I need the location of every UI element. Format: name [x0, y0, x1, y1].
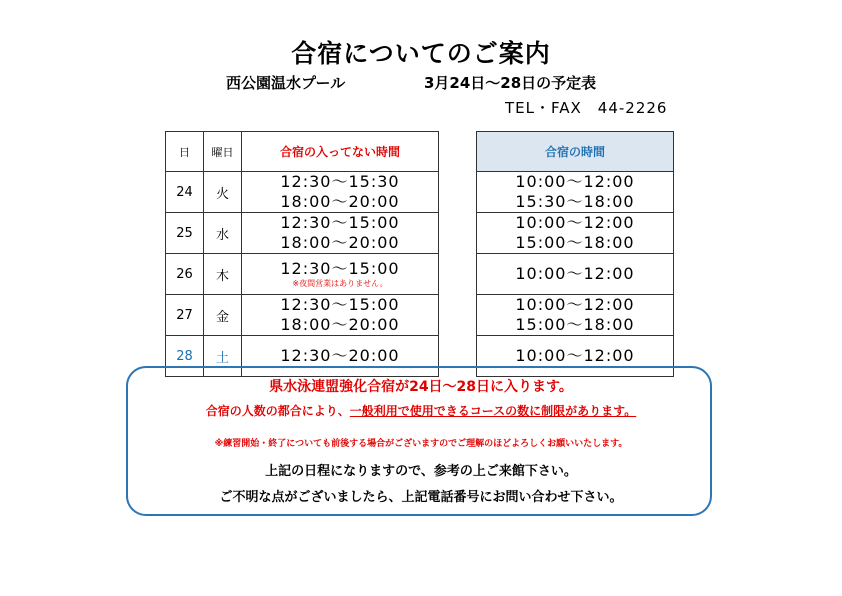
camp-cell	[477, 295, 674, 336]
schedule-label: 3月24日～28日の予定表	[424, 74, 597, 92]
notice-visit: 上記の日程になりますので、参考の上ご来館下さい。	[265, 464, 577, 479]
weekday-cell: 木	[204, 254, 242, 295]
camp-time: 15:00～18:00	[515, 315, 635, 334]
camp-time: 15:00～18:00	[515, 233, 635, 252]
no-camp-time: 12:30～15:00	[280, 259, 400, 278]
no-camp-time: 12:30～20:00	[280, 346, 400, 365]
no-camp-time: 18:00～20:00	[280, 192, 400, 211]
header-weekday: 曜日	[204, 132, 242, 172]
day-cell: 24	[166, 172, 204, 213]
no-camp-time: 12:30～15:00	[280, 213, 400, 232]
header-no-camp: 合宿の入ってない時間	[242, 132, 439, 172]
table-row	[166, 213, 674, 254]
column-gap	[439, 213, 477, 254]
weekday-cell: 火	[204, 172, 242, 213]
day-cell: 26	[166, 254, 204, 295]
column-gap	[439, 132, 477, 172]
no-camp-cell	[242, 295, 439, 336]
camp-time: 10:00～12:00	[515, 172, 635, 191]
no-camp-time: 12:30～15:00	[280, 295, 400, 314]
column-gap	[439, 295, 477, 336]
header-day: 日	[166, 132, 204, 172]
camp-time: 10:00～12:00	[515, 346, 635, 365]
camp-cell	[477, 213, 674, 254]
table-row	[166, 295, 674, 336]
weekday-cell: 水	[204, 213, 242, 254]
column-gap	[439, 254, 477, 295]
weekday-cell: 金	[204, 295, 242, 336]
no-camp-cell	[242, 172, 439, 213]
no-camp-time: 18:00～20:00	[280, 233, 400, 252]
night-closed-note: ※夜間営業はありません。	[292, 279, 388, 288]
telfax: TEL・FAX 44-2226	[505, 99, 668, 117]
day-cell: 25	[166, 213, 204, 254]
day-cell: 28	[166, 336, 204, 377]
column-gap	[439, 172, 477, 213]
facility-name: 西公園温水プール	[226, 74, 346, 92]
no-camp-time: 18:00～20:00	[280, 315, 400, 334]
weekday-cell: 土	[204, 336, 242, 377]
table-header-row	[166, 132, 674, 172]
notice-headline: 県水泳連盟強化合宿が24日～28日に入ります。	[269, 379, 573, 395]
notice-contact: ご不明な点がございましたら、上記電話番号にお問い合わせ下さい。	[219, 490, 623, 505]
no-camp-time: 12:30～15:30	[280, 172, 400, 191]
notice-course-limit	[128, 402, 714, 419]
camp-time: 15:30～18:00	[515, 192, 635, 211]
table-row	[166, 172, 674, 213]
page-title: 合宿についてのご案内	[291, 39, 551, 68]
header-camp: 合宿の時間	[477, 132, 674, 172]
no-camp-cell	[242, 213, 439, 254]
notice-practice-time: ※練習開始・終了についても前後する場合がございますのでご理解のほどよろしくお願いいたします。	[214, 439, 628, 449]
camp-time: 10:00～12:00	[515, 264, 635, 283]
camp-cell	[477, 254, 674, 295]
camp-cell	[477, 172, 674, 213]
camp-time: 10:00～12:00	[515, 295, 635, 314]
notice-course-limit-underlined: 一般利用で使用できるコースの数に制限があります。	[349, 404, 637, 418]
camp-time: 10:00～12:00	[515, 213, 635, 232]
notice-course-limit-prefix: 合宿の人数の都合により、	[205, 404, 350, 418]
table-row	[166, 254, 674, 295]
day-cell: 27	[166, 295, 204, 336]
notice-box	[126, 366, 712, 516]
schedule-table	[165, 131, 674, 377]
no-camp-cell	[242, 254, 439, 295]
